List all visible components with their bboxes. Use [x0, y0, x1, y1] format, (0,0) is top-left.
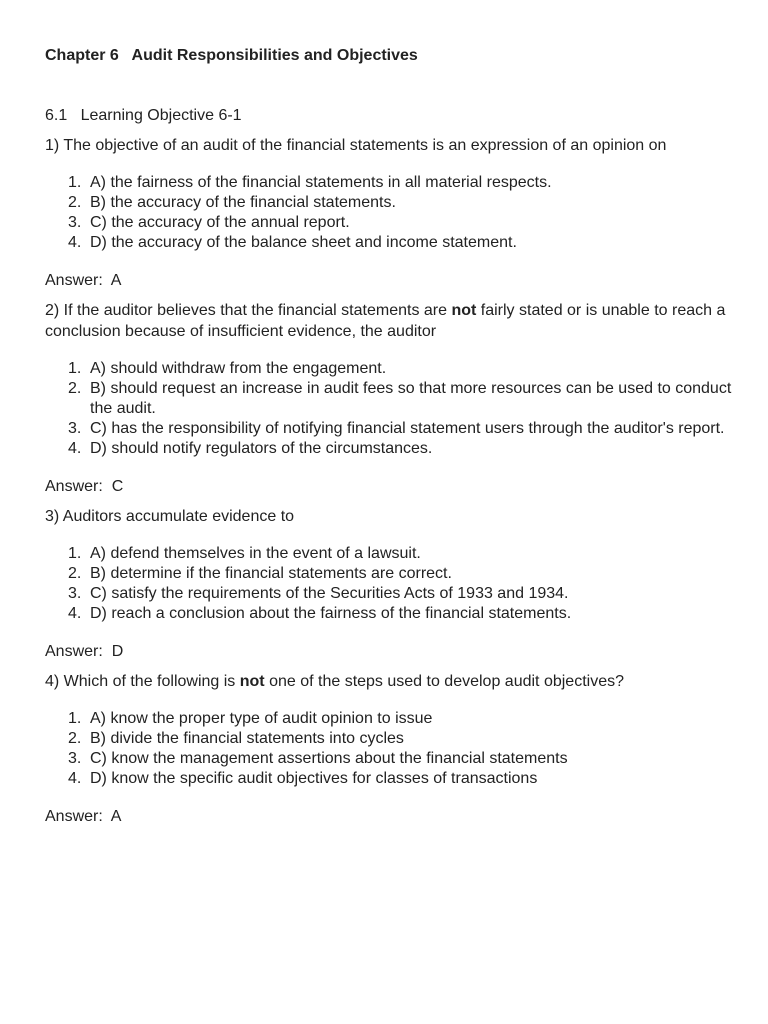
option-number: 1. — [68, 174, 82, 191]
option-text: C) has the responsibility of notifying financial statement users through the auditor's report. — [90, 420, 725, 437]
option-number: 1. — [68, 360, 82, 377]
stem-text-continued: one of the steps used to develop audit objectives? — [264, 673, 624, 690]
option-number: 3. — [68, 585, 82, 602]
question-4 — [45, 671, 735, 827]
option-text: D) know the specific audit objectives for classes of transactions — [90, 770, 538, 787]
answer-line: Answer: A — [45, 272, 122, 289]
question-stem — [45, 671, 735, 692]
option-item — [45, 379, 735, 419]
option-item — [45, 564, 735, 584]
option-text: B) the accuracy of the financial statements. — [90, 194, 396, 211]
option-text: D) the accuracy of the balance sheet and income statement. — [90, 234, 517, 251]
answer-options — [45, 544, 735, 624]
option-item — [45, 584, 735, 604]
option-text: D) reach a conclusion about the fairness of the financial statements. — [90, 605, 572, 622]
option-text: A) should withdraw from the engagement. — [90, 360, 387, 377]
question-stem — [45, 135, 735, 156]
stem-emphasis: not — [451, 302, 477, 319]
option-text: A) the fairness of the financial statements in all material respects. — [90, 174, 552, 191]
answer-line: Answer: C — [45, 478, 124, 495]
option-number: 3. — [68, 750, 82, 767]
option-number: 2. — [68, 730, 82, 747]
option-item — [45, 439, 735, 459]
option-number: 2. — [68, 380, 82, 397]
option-item — [45, 173, 735, 193]
answer-options — [45, 359, 735, 459]
option-number: 4. — [68, 605, 82, 622]
option-item — [45, 709, 735, 729]
option-text: C) know the management assertions about the financial statements — [90, 750, 568, 767]
option-text: A) know the proper type of audit opinion to issue — [90, 710, 433, 727]
option-text: D) should notify regulators of the circumstances. — [90, 440, 433, 457]
option-number: 3. — [68, 214, 82, 231]
option-item — [45, 749, 735, 769]
option-text: C) satisfy the requirements of the Securities Acts of 1933 and 1934. — [90, 585, 569, 602]
option-number: 2. — [68, 565, 82, 582]
stem-emphasis: not — [239, 673, 265, 690]
answer-line: Answer: D — [45, 643, 124, 660]
option-number: 1. — [68, 710, 82, 727]
option-item — [45, 193, 735, 213]
stem-text: 4) Which of the following is — [45, 673, 240, 690]
question-stem — [45, 506, 735, 527]
question-1 — [45, 135, 735, 291]
stem-text: 1) The objective of an audit of the financial statements is an expression of an opinion on — [45, 137, 667, 154]
question-stem — [45, 300, 735, 342]
option-number: 4. — [68, 770, 82, 787]
option-item — [45, 769, 735, 789]
option-text: B) should request an increase in audit fees so that more resources can be used to conduct the audit. — [90, 380, 732, 417]
option-text: C) the accuracy of the annual report. — [90, 214, 350, 231]
option-number: 1. — [68, 545, 82, 562]
document-page — [45, 46, 735, 827]
stem-text-continued: fairly stated or is unable to reach a conclusion because of insufficient evidence, the auditor — [45, 302, 726, 340]
section-heading: 6.1 Learning Objective 6-1 — [45, 107, 242, 124]
option-item — [45, 359, 735, 379]
option-text: A) defend themselves in the event of a lawsuit. — [90, 545, 421, 562]
option-item — [45, 604, 735, 624]
answer-line: Answer: A — [45, 808, 122, 825]
chapter-title: Chapter 6 Audit Responsibilities and Objectives — [45, 47, 418, 64]
option-item — [45, 419, 735, 439]
option-item — [45, 213, 735, 233]
answer-options — [45, 709, 735, 789]
option-text: B) divide the financial statements into cycles — [90, 730, 404, 747]
stem-text: 3) Auditors accumulate evidence to — [45, 508, 295, 525]
option-number: 2. — [68, 194, 82, 211]
option-item — [45, 544, 735, 564]
option-item — [45, 729, 735, 749]
answer-options — [45, 173, 735, 253]
option-item — [45, 233, 735, 253]
stem-text: 2) If the auditor believes that the financial statements are — [45, 302, 452, 319]
option-number: 4. — [68, 440, 82, 457]
option-text: B) determine if the financial statements are correct. — [90, 565, 452, 582]
question-3 — [45, 506, 735, 662]
option-number: 3. — [68, 420, 82, 437]
question-2 — [45, 300, 735, 497]
option-number: 4. — [68, 234, 82, 251]
